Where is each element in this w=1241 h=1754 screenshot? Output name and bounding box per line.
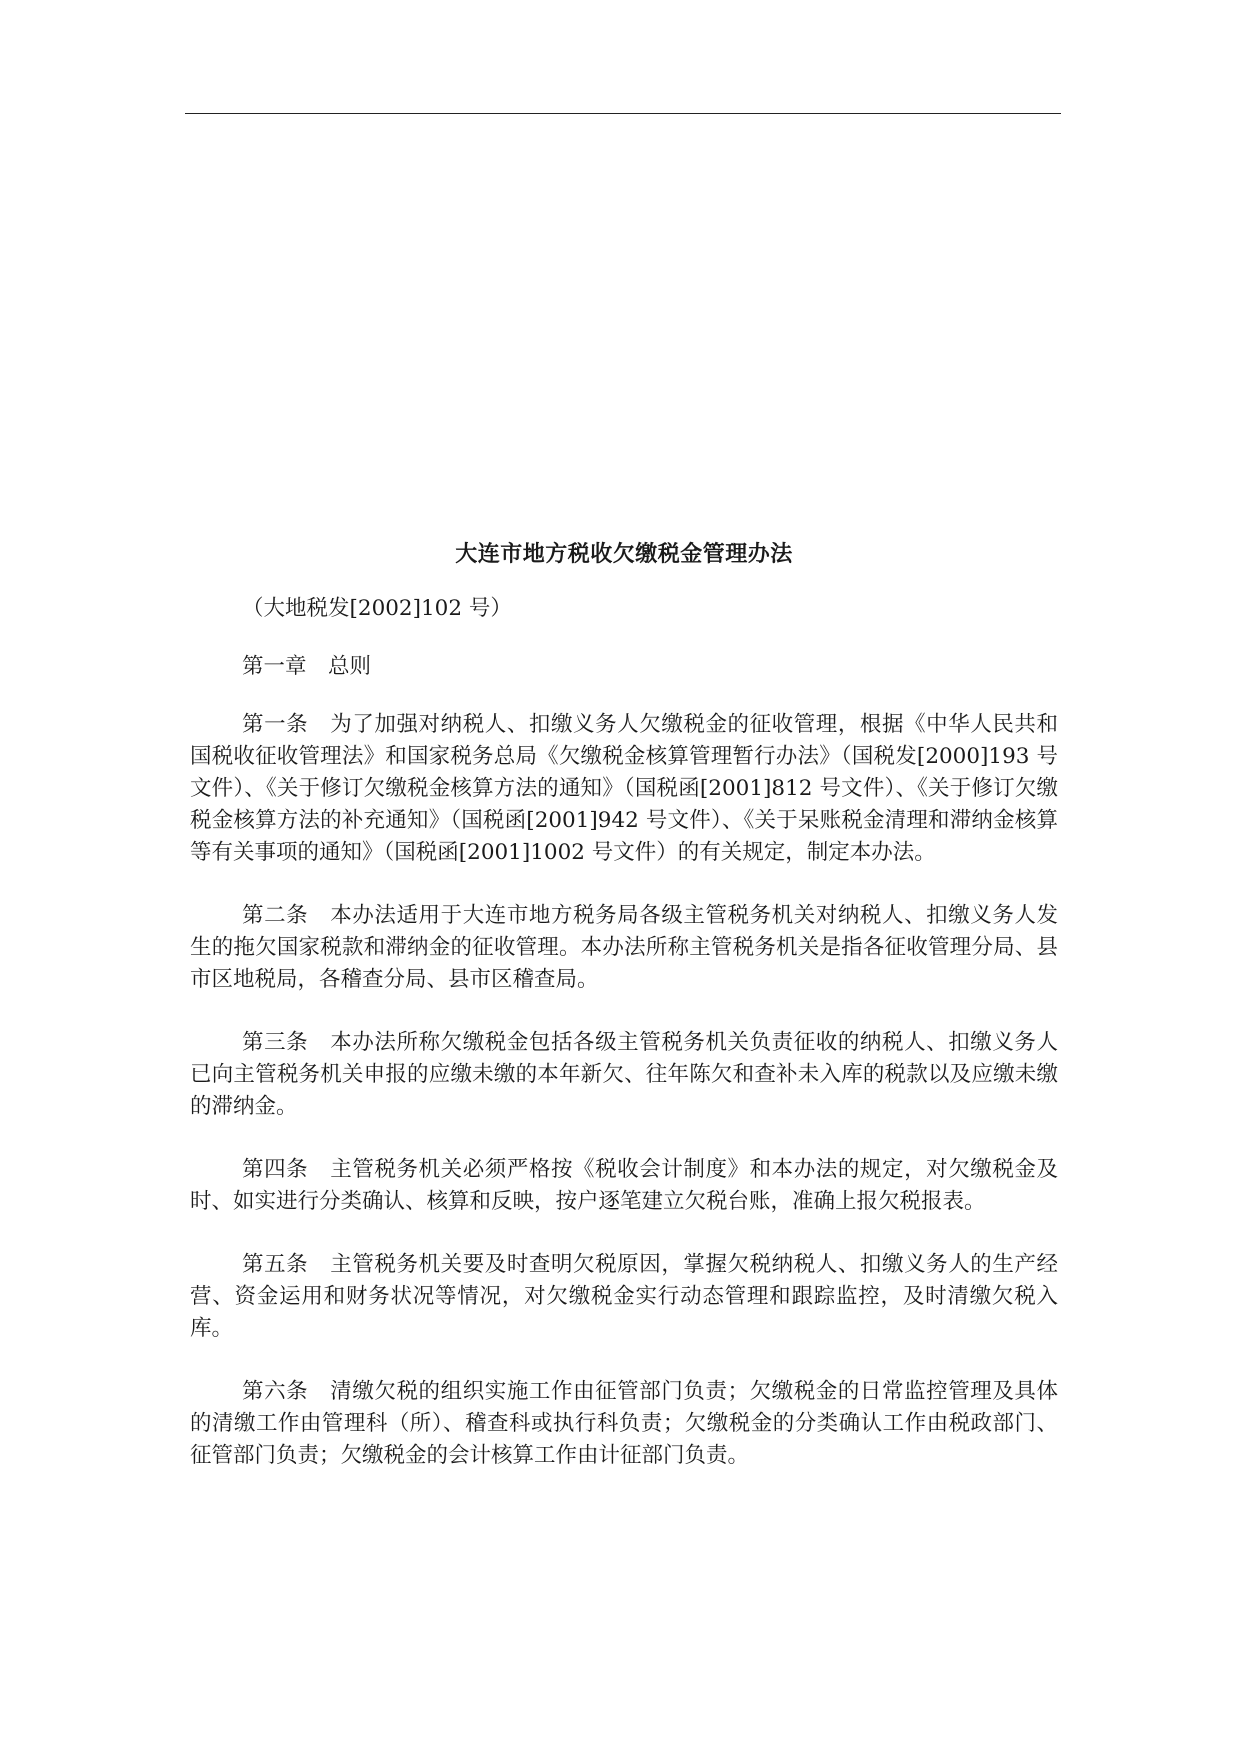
article-2: 第二条 本办法适用于大连市地方税务局各级主管税务机关对纳税人、扣缴义务人发生的拖欠国家税款和滞纳金的征收管理。本办法所称主管税务机关是指各征收管理分局、县市区地税局，各稽查分局、县市区稽查局。	[190, 903, 1058, 992]
document-number: （大地税发[2002]102 号）	[242, 596, 512, 621]
article-3: 第三条 本办法所称欠缴税金包括各级主管税务机关负责征收的纳税人、扣缴义务人已向主管税务机关申报的应缴未缴的本年新欠、往年陈欠和查补未入库的税款以及应缴未缴的滞纳金。	[190, 1030, 1058, 1119]
chapter-heading: 第一章 总则	[242, 654, 372, 679]
header-rule	[185, 113, 1061, 114]
article-1: 第一条 为了加强对纳税人、扣缴义务人欠缴税金的征收管理，根据《中华人民共和国税收征收管理法》和国家税务总局《欠缴税金核算管理暂行办法》（国税发[2000]193 号文件）、《关于修订欠缴税金核算方法的通知》（国税函[2001]812 号文件）、《关于修订欠缴税金核算方法的补充通知》（国税函[2001]942 号文件）、《关于呆账税金清理和滞纳金核算等有关事项的通知》（国税函[2001]1002 号文件）的有关规定，制定本办法。	[190, 712, 1058, 865]
article-4: 第四条 主管税务机关必须严格按《税收会计制度》和本办法的规定，对欠缴税金及时、如实进行分类确认、核算和反映，按户逐笔建立欠税台账，准确上报欠税报表。	[190, 1157, 1058, 1214]
article-6: 第六条 清缴欠税的组织实施工作由征管部门负责；欠缴税金的日常监控管理及具体的清缴工作由管理科（所）、稽查科或执行科负责；欠缴税金的分类确认工作由税政部门、征管部门负责；欠缴税金的会计核算工作由计征部门负责。	[190, 1379, 1058, 1468]
document-body	[190, 538, 1058, 1503]
article-5: 第五条 主管税务机关要及时查明欠税原因，掌握欠税纳税人、扣缴义务人的生产经营、资金运用和财务状况等情况，对欠缴税金实行动态管理和跟踪监控，及时清缴欠税入库。	[190, 1252, 1058, 1341]
document-title: 大连市地方税收欠缴税金管理办法	[455, 541, 793, 567]
